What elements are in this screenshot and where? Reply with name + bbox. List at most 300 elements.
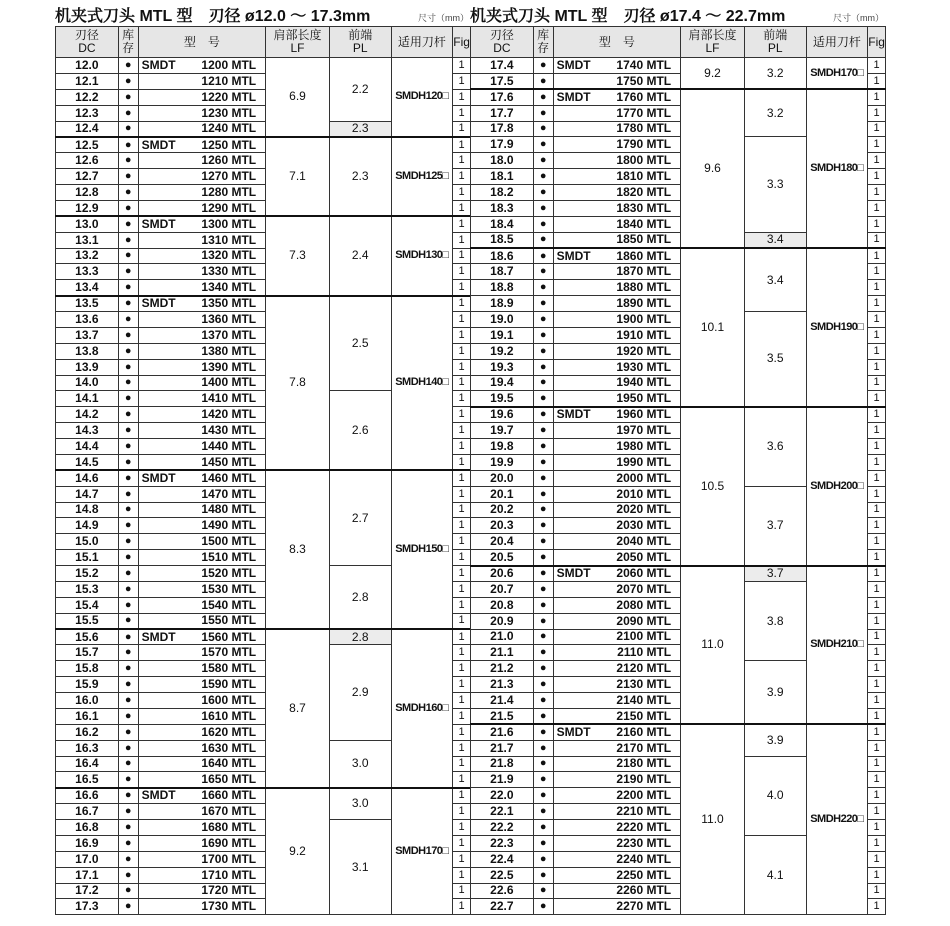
dc-cell: 20.9 [471, 613, 534, 629]
model-cell [553, 391, 681, 407]
left-unit-label: 尺寸（mm） [418, 13, 469, 23]
stock-dot-icon: ● [118, 296, 138, 312]
model-prefix: SMDT [141, 137, 176, 152]
stock-dot-icon: ● [533, 550, 553, 566]
holder-cell: SMDH125□ [391, 137, 453, 216]
model-number: 2220 MTL [616, 819, 672, 834]
dc-cell: 18.3 [471, 200, 534, 216]
fig-cell: 1 [453, 613, 471, 629]
stock-dot-icon: ● [533, 629, 553, 645]
stock-dot-icon: ● [118, 216, 138, 232]
dc-cell: 14.9 [56, 518, 119, 534]
stock-dot-icon: ● [533, 693, 553, 709]
model-cell [138, 867, 266, 883]
model-cell [553, 264, 681, 280]
stock-dot-icon: ● [118, 264, 138, 280]
pl-cell: 2.6 [329, 391, 391, 470]
stock-dot-icon: ● [533, 391, 553, 407]
model-cell [138, 756, 266, 772]
model-cell [553, 740, 681, 756]
stock-dot-icon: ● [118, 804, 138, 820]
pl-cell: 3.2 [744, 89, 806, 137]
fig-cell: 1 [868, 502, 886, 518]
table-row [471, 407, 886, 423]
stock-dot-icon: ● [533, 613, 553, 629]
model-cell [138, 391, 266, 407]
model-number: 1620 MTL [201, 724, 257, 739]
stock-dot-icon: ● [118, 708, 138, 724]
dc-cell: 21.6 [471, 724, 534, 740]
model-number: 1240 MTL [201, 121, 257, 136]
dc-cell: 13.1 [56, 232, 119, 248]
lf-cell: 7.8 [266, 296, 330, 471]
fig-cell: 1 [453, 216, 471, 232]
model-cell [553, 502, 681, 518]
dc-cell: 15.0 [56, 534, 119, 550]
model-number: 2000 MTL [616, 470, 672, 485]
stock-dot-icon: ● [118, 724, 138, 740]
model-cell [553, 835, 681, 851]
model-cell [553, 185, 681, 201]
model-cell [138, 851, 266, 867]
table-row [471, 566, 886, 582]
model-cell [553, 645, 681, 661]
lf-cell: 9.2 [681, 58, 745, 90]
model-cell [553, 899, 681, 915]
dc-cell: 13.2 [56, 248, 119, 264]
fig-cell: 1 [868, 121, 886, 137]
stock-dot-icon: ● [118, 454, 138, 470]
pl-cell: 3.5 [744, 312, 806, 407]
model-cell [138, 613, 266, 629]
stock-dot-icon: ● [118, 423, 138, 439]
model-number: 1400 MTL [201, 375, 257, 390]
fig-cell: 1 [868, 486, 886, 502]
pl-cell: 2.8 [329, 566, 391, 630]
fig-cell: 1 [453, 581, 471, 597]
model-number: 1230 MTL [201, 105, 257, 120]
fig-cell: 1 [453, 693, 471, 709]
stock-dot-icon: ● [118, 502, 138, 518]
model-cell [138, 312, 266, 328]
dc-cell: 13.6 [56, 312, 119, 328]
fig-cell: 1 [453, 788, 471, 804]
dc-cell: 21.8 [471, 756, 534, 772]
dc-cell: 17.3 [56, 899, 119, 915]
model-number: 1610 MTL [201, 708, 257, 723]
model-cell [138, 200, 266, 216]
model-number: 1290 MTL [201, 200, 257, 215]
stock-dot-icon: ● [533, 597, 553, 613]
dc-cell: 20.7 [471, 581, 534, 597]
fig-cell: 1 [868, 280, 886, 296]
dc-cell: 22.3 [471, 835, 534, 851]
stock-dot-icon: ● [533, 820, 553, 836]
model-number: 1650 MTL [201, 772, 257, 787]
pl-cell: 3.4 [744, 232, 806, 248]
stock-dot-icon: ● [118, 645, 138, 661]
model-number: 1740 MTL [616, 57, 672, 72]
model-number: 1820 MTL [616, 184, 672, 199]
header-stock: 库 存 [118, 27, 138, 58]
dc-cell: 12.0 [56, 58, 119, 74]
stock-dot-icon: ● [533, 566, 553, 582]
stock-dot-icon: ● [533, 788, 553, 804]
stock-dot-icon: ● [118, 693, 138, 709]
model-cell [553, 232, 681, 248]
model-prefix: SMDT [141, 296, 176, 311]
dc-cell: 18.5 [471, 232, 534, 248]
model-cell [138, 597, 266, 613]
dc-cell: 17.4 [471, 58, 534, 74]
table-row [471, 724, 886, 740]
lf-cell: 7.1 [266, 137, 330, 216]
model-number: 1220 MTL [201, 89, 257, 104]
model-cell [553, 566, 681, 582]
stock-dot-icon: ● [533, 470, 553, 486]
model-number: 2060 MTL [616, 566, 672, 581]
model-cell [138, 296, 266, 312]
fig-cell: 1 [868, 661, 886, 677]
model-number: 2200 MTL [616, 788, 672, 803]
lf-cell: 7.3 [266, 216, 330, 295]
model-number: 1850 MTL [616, 232, 672, 247]
stock-dot-icon: ● [118, 169, 138, 185]
stock-dot-icon: ● [533, 359, 553, 375]
dc-cell: 16.5 [56, 772, 119, 788]
model-cell [138, 105, 266, 121]
dc-cell: 19.3 [471, 359, 534, 375]
model-cell [138, 534, 266, 550]
header-dc: 刃径 DC [56, 27, 119, 58]
dc-cell: 14.1 [56, 391, 119, 407]
fig-cell: 1 [868, 375, 886, 391]
stock-dot-icon: ● [118, 581, 138, 597]
lf-cell: 10.5 [681, 407, 745, 566]
dc-cell: 12.2 [56, 89, 119, 105]
model-number: 1900 MTL [616, 311, 672, 326]
model-cell [553, 756, 681, 772]
model-cell [138, 724, 266, 740]
stock-dot-icon: ● [533, 137, 553, 153]
fig-cell: 1 [868, 597, 886, 613]
fig-cell: 1 [868, 105, 886, 121]
stock-dot-icon: ● [118, 518, 138, 534]
fig-cell: 1 [868, 550, 886, 566]
stock-dot-icon: ● [118, 73, 138, 89]
model-number: 1700 MTL [201, 851, 257, 866]
stock-dot-icon: ● [118, 280, 138, 296]
pl-cell: 3.6 [744, 407, 806, 486]
fig-cell: 1 [453, 343, 471, 359]
model-cell [138, 820, 266, 836]
model-prefix: SMDT [141, 470, 176, 485]
model-cell [553, 153, 681, 169]
stock-dot-icon: ● [118, 677, 138, 693]
dc-cell: 19.7 [471, 423, 534, 439]
stock-dot-icon: ● [533, 518, 553, 534]
fig-cell: 1 [453, 264, 471, 280]
dc-cell: 17.8 [471, 121, 534, 137]
header-pl: 前端 PL [329, 27, 391, 58]
right-unit-label: 尺寸（mm） [833, 13, 884, 23]
model-prefix: SMDT [556, 407, 591, 422]
model-number: 2080 MTL [616, 597, 672, 612]
fig-cell: 1 [453, 185, 471, 201]
model-cell [553, 296, 681, 312]
dc-cell: 20.8 [471, 597, 534, 613]
fig-cell: 1 [453, 169, 471, 185]
fig-cell: 1 [868, 327, 886, 343]
stock-dot-icon: ● [118, 105, 138, 121]
table-row [56, 788, 471, 804]
fig-cell: 1 [868, 232, 886, 248]
model-number: 1320 MTL [201, 248, 257, 263]
model-cell [138, 518, 266, 534]
model-prefix: SMDT [556, 248, 591, 263]
stock-dot-icon: ● [118, 153, 138, 169]
model-number: 1590 MTL [201, 677, 257, 692]
model-number: 1410 MTL [201, 391, 257, 406]
dc-cell: 18.0 [471, 153, 534, 169]
model-cell [553, 883, 681, 899]
stock-dot-icon: ● [118, 137, 138, 153]
stock-dot-icon: ● [118, 470, 138, 486]
dc-cell: 19.6 [471, 407, 534, 423]
model-number: 1880 MTL [616, 280, 672, 295]
model-number: 2210 MTL [616, 804, 672, 819]
table-row [471, 248, 886, 264]
fig-cell: 1 [453, 121, 471, 137]
stock-dot-icon: ● [118, 121, 138, 137]
holder-cell: SMDH130□ [391, 216, 453, 295]
model-cell [138, 835, 266, 851]
model-cell [553, 613, 681, 629]
stock-dot-icon: ● [118, 391, 138, 407]
fig-cell: 1 [868, 645, 886, 661]
fig-cell: 1 [868, 200, 886, 216]
fig-cell: 1 [868, 359, 886, 375]
pl-cell: 3.3 [744, 137, 806, 232]
dc-cell: 15.6 [56, 629, 119, 645]
stock-dot-icon: ● [533, 804, 553, 820]
model-number: 2020 MTL [616, 502, 672, 517]
model-number: 2030 MTL [616, 518, 672, 533]
dc-cell: 20.0 [471, 470, 534, 486]
fig-cell: 1 [453, 883, 471, 899]
model-number: 2050 MTL [616, 549, 672, 564]
model-number: 1920 MTL [616, 343, 672, 358]
model-number: 2110 MTL [617, 645, 672, 660]
dc-cell: 19.0 [471, 312, 534, 328]
model-number: 1500 MTL [201, 534, 257, 549]
left-title-bar [55, 0, 471, 26]
fig-cell: 1 [868, 883, 886, 899]
dc-cell: 15.2 [56, 566, 119, 582]
dc-cell: 14.7 [56, 486, 119, 502]
model-cell [553, 724, 681, 740]
model-cell [553, 439, 681, 455]
model-cell [138, 327, 266, 343]
dc-cell: 14.3 [56, 423, 119, 439]
stock-dot-icon: ● [118, 327, 138, 343]
model-cell [138, 708, 266, 724]
left-panel [55, 0, 471, 915]
fig-cell: 1 [453, 423, 471, 439]
dc-cell: 16.0 [56, 693, 119, 709]
fig-cell: 1 [868, 391, 886, 407]
model-cell [553, 581, 681, 597]
stock-dot-icon: ● [533, 248, 553, 264]
fig-cell: 1 [453, 502, 471, 518]
model-cell [138, 216, 266, 232]
stock-dot-icon: ● [118, 185, 138, 201]
stock-dot-icon: ● [118, 613, 138, 629]
fig-cell: 1 [868, 613, 886, 629]
stock-dot-icon: ● [118, 312, 138, 328]
header-holder: 适用刀杆 [806, 27, 868, 58]
model-cell [138, 343, 266, 359]
dc-cell: 20.6 [471, 566, 534, 582]
model-cell [553, 693, 681, 709]
dc-cell: 16.2 [56, 724, 119, 740]
holder-cell: SMDH120□ [391, 58, 453, 137]
dc-cell: 13.9 [56, 359, 119, 375]
header-lf: 肩部长度 LF [681, 27, 745, 58]
stock-dot-icon: ● [118, 788, 138, 804]
dc-cell: 20.5 [471, 550, 534, 566]
model-number: 2190 MTL [616, 772, 672, 787]
model-number: 1780 MTL [616, 121, 672, 136]
stock-dot-icon: ● [533, 407, 553, 423]
model-cell [138, 264, 266, 280]
fig-cell: 1 [453, 232, 471, 248]
dc-cell: 18.1 [471, 169, 534, 185]
fig-cell: 1 [868, 899, 886, 915]
fig-cell: 1 [453, 486, 471, 502]
dc-cell: 22.4 [471, 851, 534, 867]
dc-cell: 21.1 [471, 645, 534, 661]
dc-cell: 22.1 [471, 804, 534, 820]
pl-cell: 3.9 [744, 724, 806, 756]
fig-cell: 1 [868, 708, 886, 724]
fig-cell: 1 [453, 740, 471, 756]
fig-cell: 1 [868, 756, 886, 772]
stock-dot-icon: ● [533, 835, 553, 851]
stock-dot-icon: ● [533, 756, 553, 772]
stock-dot-icon: ● [533, 296, 553, 312]
pl-cell: 3.7 [744, 566, 806, 582]
model-cell [138, 883, 266, 899]
model-cell [138, 423, 266, 439]
fig-cell: 1 [453, 470, 471, 486]
fig-cell: 1 [453, 550, 471, 566]
stock-dot-icon: ● [118, 439, 138, 455]
dc-cell: 15.3 [56, 581, 119, 597]
lf-cell: 9.6 [681, 89, 745, 248]
dc-cell: 21.5 [471, 708, 534, 724]
model-number: 1840 MTL [616, 216, 672, 231]
pl-cell: 2.4 [329, 216, 391, 295]
stock-dot-icon: ● [118, 343, 138, 359]
lf-cell: 8.7 [266, 629, 330, 788]
model-prefix: SMDT [141, 788, 176, 803]
model-number: 1210 MTL [201, 73, 257, 88]
table-row [56, 470, 471, 486]
model-number: 2230 MTL [616, 835, 672, 850]
fig-cell: 1 [868, 693, 886, 709]
dc-cell: 14.4 [56, 439, 119, 455]
fig-cell: 1 [868, 867, 886, 883]
dc-cell: 15.7 [56, 645, 119, 661]
model-cell [138, 550, 266, 566]
stock-dot-icon: ● [533, 454, 553, 470]
model-cell [553, 58, 681, 74]
fig-cell: 1 [453, 851, 471, 867]
fig-cell: 1 [868, 264, 886, 280]
model-number: 2120 MTL [616, 661, 672, 676]
model-number: 1570 MTL [201, 645, 257, 660]
model-cell [138, 661, 266, 677]
model-number: 1270 MTL [201, 169, 257, 184]
dc-cell: 18.9 [471, 296, 534, 312]
fig-cell: 1 [453, 820, 471, 836]
stock-dot-icon: ● [118, 867, 138, 883]
model-prefix: SMDT [556, 724, 591, 739]
stock-dot-icon: ● [118, 772, 138, 788]
fig-cell: 1 [868, 439, 886, 455]
model-number: 1970 MTL [616, 423, 672, 438]
pl-cell: 2.7 [329, 470, 391, 565]
dc-cell: 22.7 [471, 899, 534, 915]
model-cell [138, 566, 266, 582]
model-prefix: SMDT [556, 57, 591, 72]
header-model: 型 号 [553, 27, 681, 58]
model-cell [553, 343, 681, 359]
model-number: 1630 MTL [201, 740, 257, 755]
stock-dot-icon: ● [533, 677, 553, 693]
model-number: 1250 MTL [201, 137, 257, 152]
model-cell [138, 73, 266, 89]
model-number: 1950 MTL [616, 391, 672, 406]
model-number: 1890 MTL [616, 296, 672, 311]
right-panel [470, 0, 886, 915]
fig-cell: 1 [868, 169, 886, 185]
fig-cell: 1 [453, 597, 471, 613]
fig-cell: 1 [453, 677, 471, 693]
model-number: 1550 MTL [201, 613, 257, 628]
model-cell [553, 200, 681, 216]
dc-cell: 12.6 [56, 153, 119, 169]
stock-dot-icon: ● [118, 566, 138, 582]
lf-cell: 11.0 [681, 724, 745, 915]
dc-cell: 13.5 [56, 296, 119, 312]
dc-cell: 18.7 [471, 264, 534, 280]
fig-cell: 1 [453, 724, 471, 740]
dc-cell: 22.2 [471, 820, 534, 836]
fig-cell: 1 [453, 534, 471, 550]
model-cell [138, 153, 266, 169]
header-lf: 肩部长度 LF [266, 27, 330, 58]
stock-dot-icon: ● [118, 740, 138, 756]
model-number: 2260 MTL [616, 883, 672, 898]
lf-cell: 11.0 [681, 566, 745, 725]
dc-cell: 13.0 [56, 216, 119, 232]
model-number: 1450 MTL [201, 454, 257, 469]
model-number: 1720 MTL [201, 883, 257, 898]
fig-cell: 1 [868, 153, 886, 169]
model-cell [138, 581, 266, 597]
